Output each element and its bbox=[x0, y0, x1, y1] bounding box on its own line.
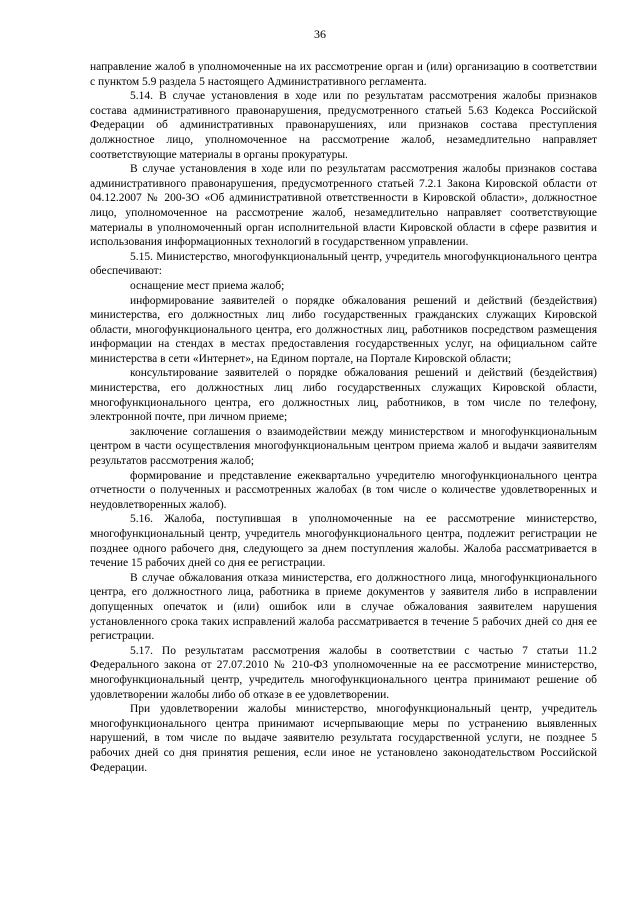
paragraph-5-14: 5.14. В случае установления в ходе или по результатам рассмотрения жалобы признаков состава административного правонарушения, предусмотренного статьей 5.63 Кодекса Российской Федерации об административных правонарушениях, или признаков состава преступления должностное лицо, уполномоченное на рассмотрение жалоб, незамедлительно направляет соответствующие материалы в органы прокуратуры. bbox=[90, 90, 597, 161]
page-number: 36 bbox=[314, 27, 326, 41]
list-item-equipment: оснащение мест приема жалоб; bbox=[130, 279, 285, 292]
list-item-consulting: консультирование заявителей о порядке обжалования решений и действий (бездействия) министерства, его должностных лиц либо государственных служащих Кировской области, многофункционального центра, его должностных лиц, работников, в том числе по телефону, электронной почте, при личном приеме; bbox=[90, 367, 597, 424]
paragraph-satisfaction: При удовлетворении жалобы министерство, многофункциональный центр, учредитель многофункционального центра принимают исчерпывающие меры по устранению выявленных нарушений, в том числе по выдаче заявителю результата государственной услуги, не позднее 5 рабочих дней со дня принятия решения, если иное не установлено законодательством Российской Федерации. bbox=[90, 703, 597, 774]
list-item-informing: информирование заявителей о порядке обжалования решений и действий (бездействия) министерства, его должностных лиц либо государственных гражданских служащих Кировской области, многофункционального центра, его должностных лиц, работников посредством размещения информации на стендах в местах предоставления государственных услуг, на официальном сайте министерства в сети «Интернет», на Едином портале, на Портале Кировской области; bbox=[90, 294, 597, 365]
paragraph-5-16: 5.16. Жалоба, поступившая в уполномоченные на ее рассмотрение министерство, многофункциональный центр, учредитель многофункционального центра, подлежит регистрации не позднее одного рабочего дня, следующего за днем поступления жалобы. Жалоба рассматривается в течение 15 рабочих дней со дня ее регистрации. bbox=[90, 513, 597, 570]
list-item-reporting: формирование и представление ежеквартально учредителю многофункционального центра отчетности о полученных и рассмотренных жалобах (в том числе о количестве удовлетворенных и неудовлетворенных жалоб). bbox=[90, 469, 597, 511]
paragraph-continuation: направление жалоб в уполномоченные на их рассмотрение орган и (или) организацию в соответствии с пунктом 5.9 раздела 5 настоящего Административного регламента. bbox=[90, 61, 597, 88]
paragraph-5-15: 5.15. Министерство, многофункциональный центр, учредитель многофункционального центра обеспечивают: bbox=[90, 250, 597, 278]
paragraph-5-17: 5.17. По результатам рассмотрения жалобы в соответствии с частью 7 статьи 11.2 Федерального закона от 27.07.2010 № 210-ФЗ уполномоченные на ее рассмотрение министерство, многофункциональный центр, учредитель многофункционального центра принимают решение об удовлетворении жалобы либо об отказе в ее удовлетворении. bbox=[90, 644, 597, 701]
paragraph-regional-offense: В случае установления в ходе или по результатам рассмотрения жалобы признаков состава административного правонарушения, предусмотренного статьей 7.2.1 Закона Кировской области от 04.12.2007 № 200-ЗО «Об административной ответственности в Кировской области», должностное лицо, уполномоченное на рассмотрение жалоб, незамедлительно направляет соответствующие материалы в уполномоченный орган исполнительной власти Кировской области в сфере развития и использования информационных технологий в государственном управлении. bbox=[90, 163, 597, 249]
document-body bbox=[90, 60, 597, 775]
paragraph-refusal-appeal: В случае обжалования отказа министерства, его должностного лица, многофункционального центра, его должностного лица, работника в приеме документов у заявителя либо в исправлении допущенных опечаток и (или) ошибок или в случае обжалования заявителем нарушения установленного срока таких исправлений жалоба рассматривается в течение 5 рабочих дней со дня ее регистрации. bbox=[90, 571, 597, 643]
list-item-agreement: заключение соглашения о взаимодействии между министерством и многофункциональным центром в части осуществления многофункциональным центром приема жалоб и выдачи заявителям результатов рассмотрения жалоб; bbox=[90, 425, 597, 468]
